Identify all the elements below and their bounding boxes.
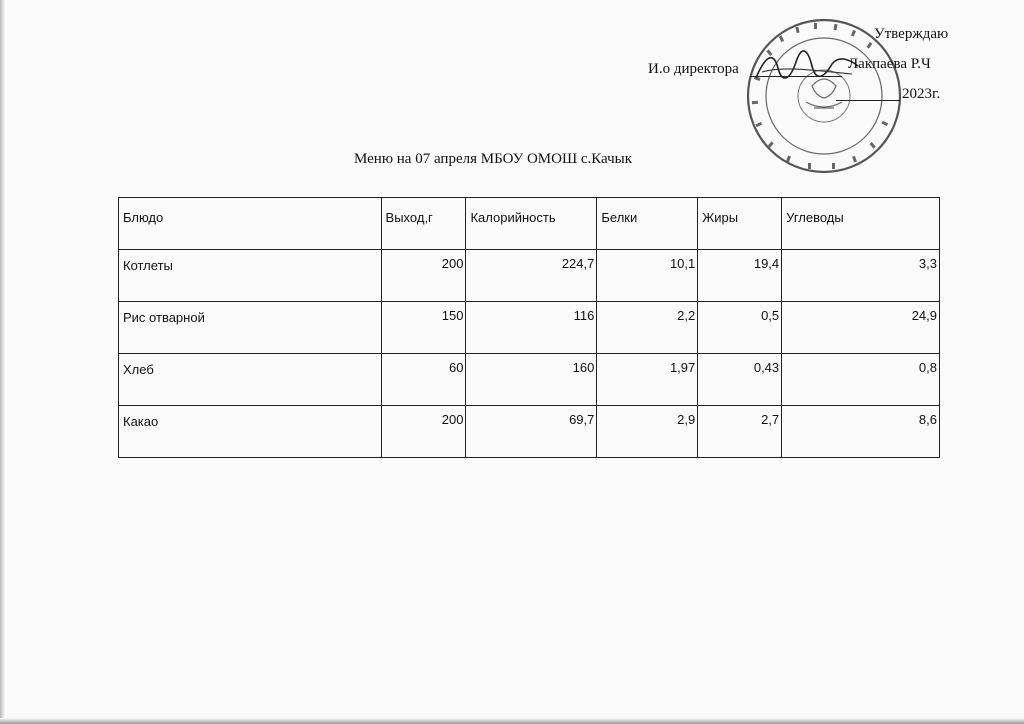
- cell-dish: Рис отварной: [119, 302, 382, 354]
- document-title: Меню на 07 апреля МБОУ ОМОШ с.Качык: [354, 151, 633, 167]
- cell-proteins: 2,2: [597, 302, 698, 354]
- cell-proteins: 1,97: [597, 354, 698, 406]
- scan-edge-bottom: [0, 718, 1024, 724]
- table-header-row: [119, 198, 940, 250]
- date-line: [836, 100, 900, 101]
- cell-calories: 224,7: [466, 250, 597, 302]
- table-row: [119, 302, 940, 354]
- table-row: [119, 406, 940, 458]
- cell-yield: 60: [381, 354, 466, 406]
- header-yield: Выход,г: [381, 198, 466, 250]
- header-calories: Калорийность: [466, 198, 597, 250]
- signature-line: [750, 76, 842, 77]
- menu-table: [118, 197, 940, 458]
- cell-carbs: 3,3: [782, 250, 940, 302]
- cell-dish: Хлеб: [119, 354, 382, 406]
- cell-proteins: 2,9: [597, 406, 698, 458]
- cell-calories: 69,7: [466, 406, 597, 458]
- scan-edge-left: [0, 0, 5, 724]
- cell-dish: Котлеты: [119, 250, 382, 302]
- header-carbs: Углеводы: [782, 198, 940, 250]
- cell-carbs: 8,6: [782, 406, 940, 458]
- cell-fats: 19,4: [698, 250, 782, 302]
- header-dish: Блюдо: [119, 198, 382, 250]
- cell-carbs: 0,8: [782, 354, 940, 406]
- cell-calories: 160: [466, 354, 597, 406]
- cell-carbs: 24,9: [782, 302, 940, 354]
- approval-date: 2023г.: [902, 86, 941, 102]
- cell-yield: 150: [381, 302, 466, 354]
- handwritten-signature-icon: [752, 44, 862, 90]
- cell-fats: 0,5: [698, 302, 782, 354]
- approval-role: И.о директора: [648, 61, 739, 77]
- table-row: [119, 354, 940, 406]
- approval-title: Утверждаю: [874, 26, 949, 42]
- header-fats: Жиры: [698, 198, 782, 250]
- cell-fats: 2,7: [698, 406, 782, 458]
- cell-yield: 200: [381, 250, 466, 302]
- table-row: [119, 250, 940, 302]
- cell-fats: 0,43: [698, 354, 782, 406]
- approval-name: Лакпаева Р.Ч: [848, 56, 931, 72]
- cell-yield: 200: [381, 406, 466, 458]
- cell-dish: Какао: [119, 406, 382, 458]
- cell-proteins: 10,1: [597, 250, 698, 302]
- cell-calories: 116: [466, 302, 597, 354]
- header-proteins: Белки: [597, 198, 698, 250]
